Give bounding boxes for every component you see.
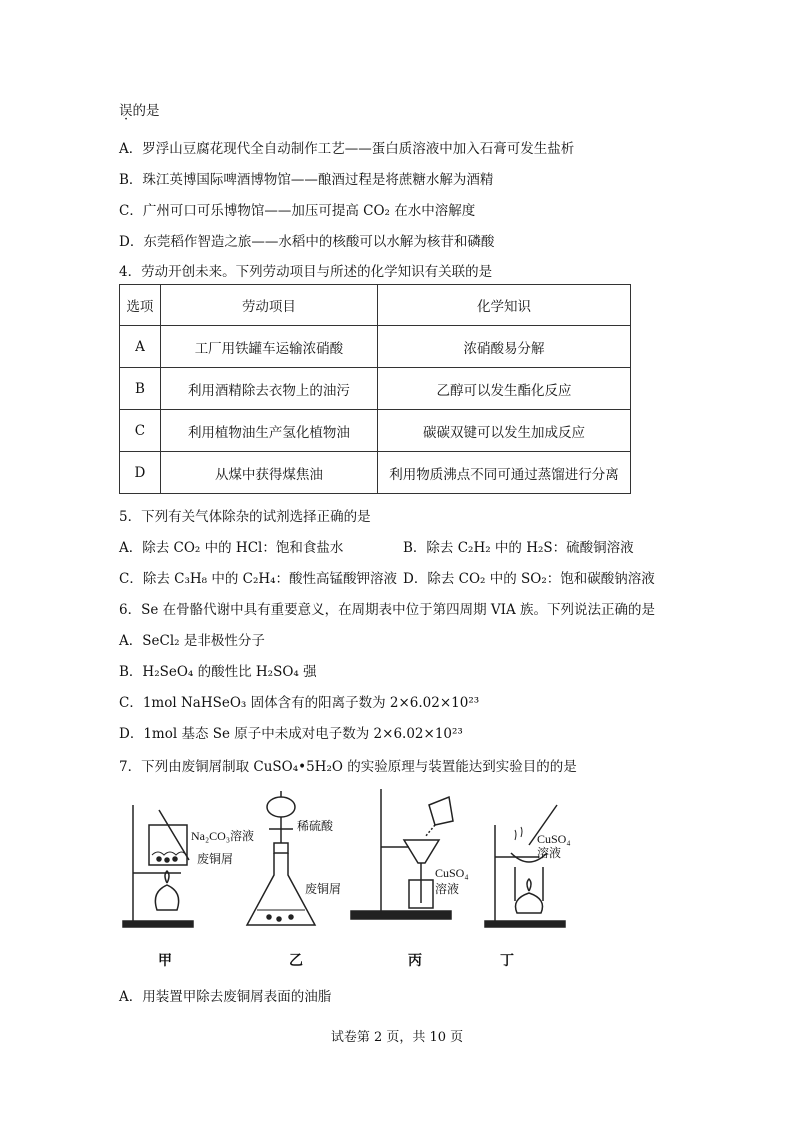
- q4-table: [119, 284, 631, 494]
- label-solution-bing: 溶液: [435, 882, 460, 896]
- caption-ding: 丁: [500, 953, 514, 969]
- table-row: [120, 368, 631, 410]
- apparatus-ding: [485, 805, 565, 927]
- table-cell: 碳碳双键可以发生加成反应: [378, 410, 631, 452]
- caption-jia: 甲: [158, 953, 172, 969]
- intro-text: 误的是: [119, 103, 160, 119]
- q6-option-a: A．SeCl₂ 是非极性分子: [119, 633, 265, 649]
- table-cell: 利用酒精除去衣物上的油污: [160, 368, 377, 410]
- q5-option-c: C．除去 C₃H₈ 中的 C₂H₄：酸性高锰酸钾溶液: [119, 571, 398, 587]
- q6-option-d: D．1mol 基态 Se 原子中未成对电子数为 2×6.02×10²³: [119, 726, 463, 742]
- label-cuso4-bing: CuSO₄: [435, 866, 469, 880]
- q3-option-b: B．珠江英博国际啤酒博物馆——酿酒过程是将蔗糖水解为酒精: [119, 172, 494, 188]
- table-cell: 利用物质沸点不同可通过蒸馏进行分离: [378, 452, 631, 494]
- page-footer: 试卷第 2 页，共 10 页: [330, 1030, 464, 1045]
- q5-option-a: A．除去 CO₂ 中的 HCl：饱和食盐水: [119, 540, 344, 556]
- q5-option-b: B．除去 C₂H₂ 中的 H₂S：硫酸铜溶液: [403, 540, 634, 556]
- table-header: 化学知识: [378, 285, 631, 326]
- q3-option-c: C．广州可口可乐博物馆——加压可提高 CO₂ 在水中溶解度: [119, 203, 476, 219]
- q5-stem: 5．下列有关气体除杂的试剂选择正确的是: [119, 509, 371, 525]
- label-cuso4-ding: CuSO₄: [537, 832, 571, 846]
- table-cell: 从煤中获得煤焦油: [160, 452, 377, 494]
- caption-yi: 乙: [289, 953, 303, 969]
- label-dilute-acid: 稀硫酸: [297, 819, 334, 833]
- apparatus-bing: [351, 789, 453, 919]
- q4-stem: 4．劳动开创未来。下列劳动项目与所述的化学知识有关联的是: [119, 264, 493, 280]
- table-cell: 乙醇可以发生酯化反应: [378, 368, 631, 410]
- q7-option-a: A．用装置甲除去废铜屑表面的油脂: [119, 989, 332, 1005]
- apparatus-figure: [119, 785, 589, 965]
- label-scrap-jia: 废铜屑: [197, 852, 234, 866]
- table-header-row: [120, 285, 631, 326]
- q3-option-a: A．罗浮山豆腐花现代全自动制作工艺——蛋白质溶液中加入石膏可发生盐析: [119, 141, 575, 157]
- table-row: [120, 452, 631, 494]
- q5-option-d: D．除去 CO₂ 中的 SO₂：饱和碳酸钠溶液: [403, 571, 655, 587]
- table-cell: 浓硝酸易分解: [378, 326, 631, 368]
- q6-option-c: C．1mol NaHSeO₃ 固体含有的阳离子数为 2×6.02×10²³: [119, 695, 480, 711]
- q3-option-d: D．东莞稻作智造之旅——水稻中的核酸可以水解为核苷和磷酸: [119, 234, 495, 250]
- table-cell: 利用植物油生产氢化植物油: [160, 410, 377, 452]
- caption-bing: 丙: [408, 953, 422, 969]
- apparatus-yi: [247, 791, 315, 925]
- table-cell: 工厂用铁罐车运输浓硝酸: [160, 326, 377, 368]
- table-cell: D: [120, 452, 161, 494]
- table-row: [120, 410, 631, 452]
- table-header: 选项: [120, 285, 161, 326]
- label-na2co3: Na₂CO₃溶液: [191, 829, 255, 843]
- apparatus-jia: [123, 805, 193, 927]
- q7-stem: 7．下列由废铜屑制取 CuSO₄•5H₂O 的实验原理与装置能达到实验目的的是: [119, 759, 577, 775]
- table-row: [120, 326, 631, 368]
- table-header: 劳动项目: [160, 285, 377, 326]
- label-scrap-yi: 废铜屑: [305, 882, 342, 896]
- table-cell: A: [120, 326, 161, 368]
- q6-stem: 6．Se 在骨骼代谢中具有重要意义，在周期表中位于第四周期 VIA 族。下列说法正确的是: [119, 602, 656, 618]
- table-cell: C: [120, 410, 161, 452]
- label-solution-ding: 溶液: [537, 846, 562, 860]
- q6-option-b: B．H₂SeO₄ 的酸性比 H₂SO₄ 强: [119, 664, 317, 680]
- table-cell: B: [120, 368, 161, 410]
